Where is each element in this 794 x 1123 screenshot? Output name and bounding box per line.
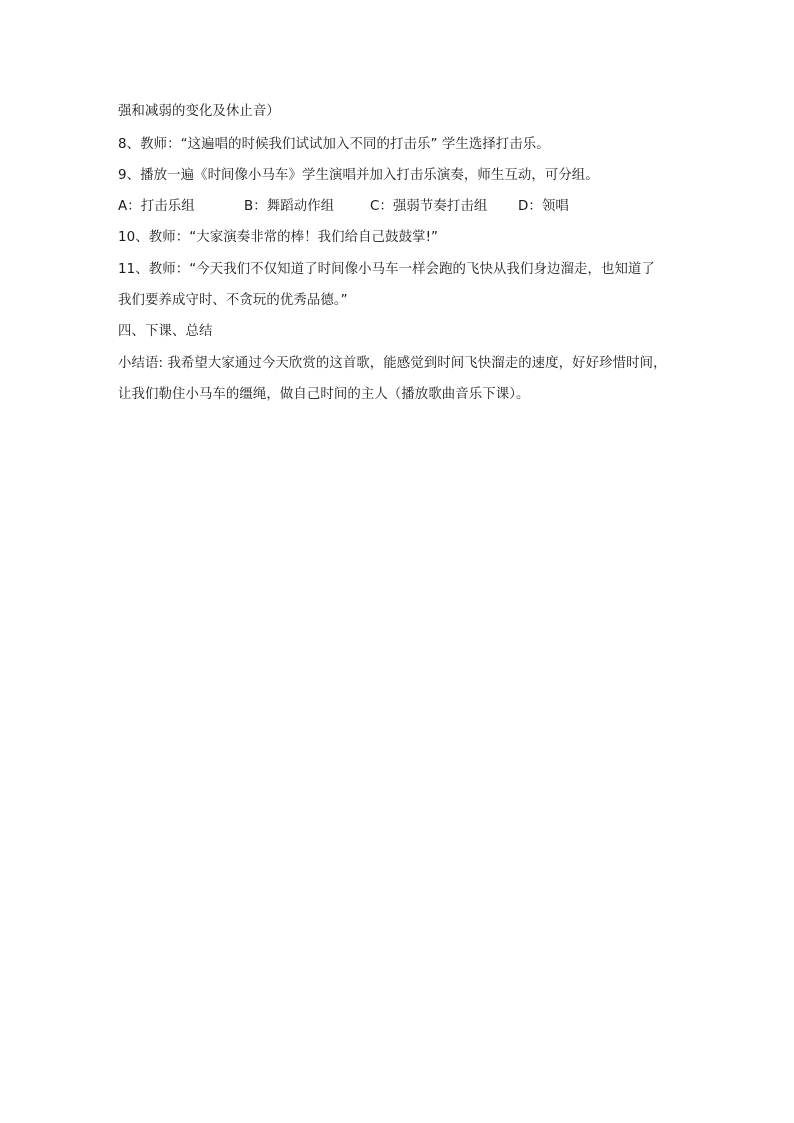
option-b: B：舞蹈动作组 [244, 199, 335, 214]
text-line-step-10: 10、教师：“大家演奏非常的棒！我们给自己鼓鼓掌!” [118, 230, 439, 245]
text-line-step-8: 8、教师：“这遍唱的时候我们试试加入不同的打击乐” 学生选择打击乐。 [118, 137, 550, 152]
option-d: D：领唱 [518, 199, 569, 214]
text-line-continuation: 强和减弱的变化及休止音） [118, 104, 280, 119]
text-line-summary: 小结语: 我希望大家通过今天欣赏的这首歌，能感觉到时间飞快溜走的速度，好好珍惜时间， [118, 356, 667, 371]
option-a: A：打击乐组 [118, 199, 195, 214]
text-line-step-11: 11、教师：“今天我们不仅知道了时间像小马车一样会跑的飞快从我们身边溜走，也知道了 [118, 262, 655, 277]
text-line-summary-cont: 让我们勒住小马车的缰绳，做自己时间的主人（播放歌曲音乐下课）。 [118, 387, 530, 402]
option-c: C：强弱节奏打击组 [370, 199, 488, 214]
section-heading-summary: 四、下课、总结 [118, 324, 213, 339]
text-line-step-11-cont: 我们要养成守时、不贪玩的优秀品德。” [118, 293, 348, 308]
text-line-step-9: 9、播放一遍《时间像小马车》学生演唱并加入打击乐演奏，师生互动，可分组。 [118, 168, 599, 183]
group-options-row [118, 198, 678, 216]
